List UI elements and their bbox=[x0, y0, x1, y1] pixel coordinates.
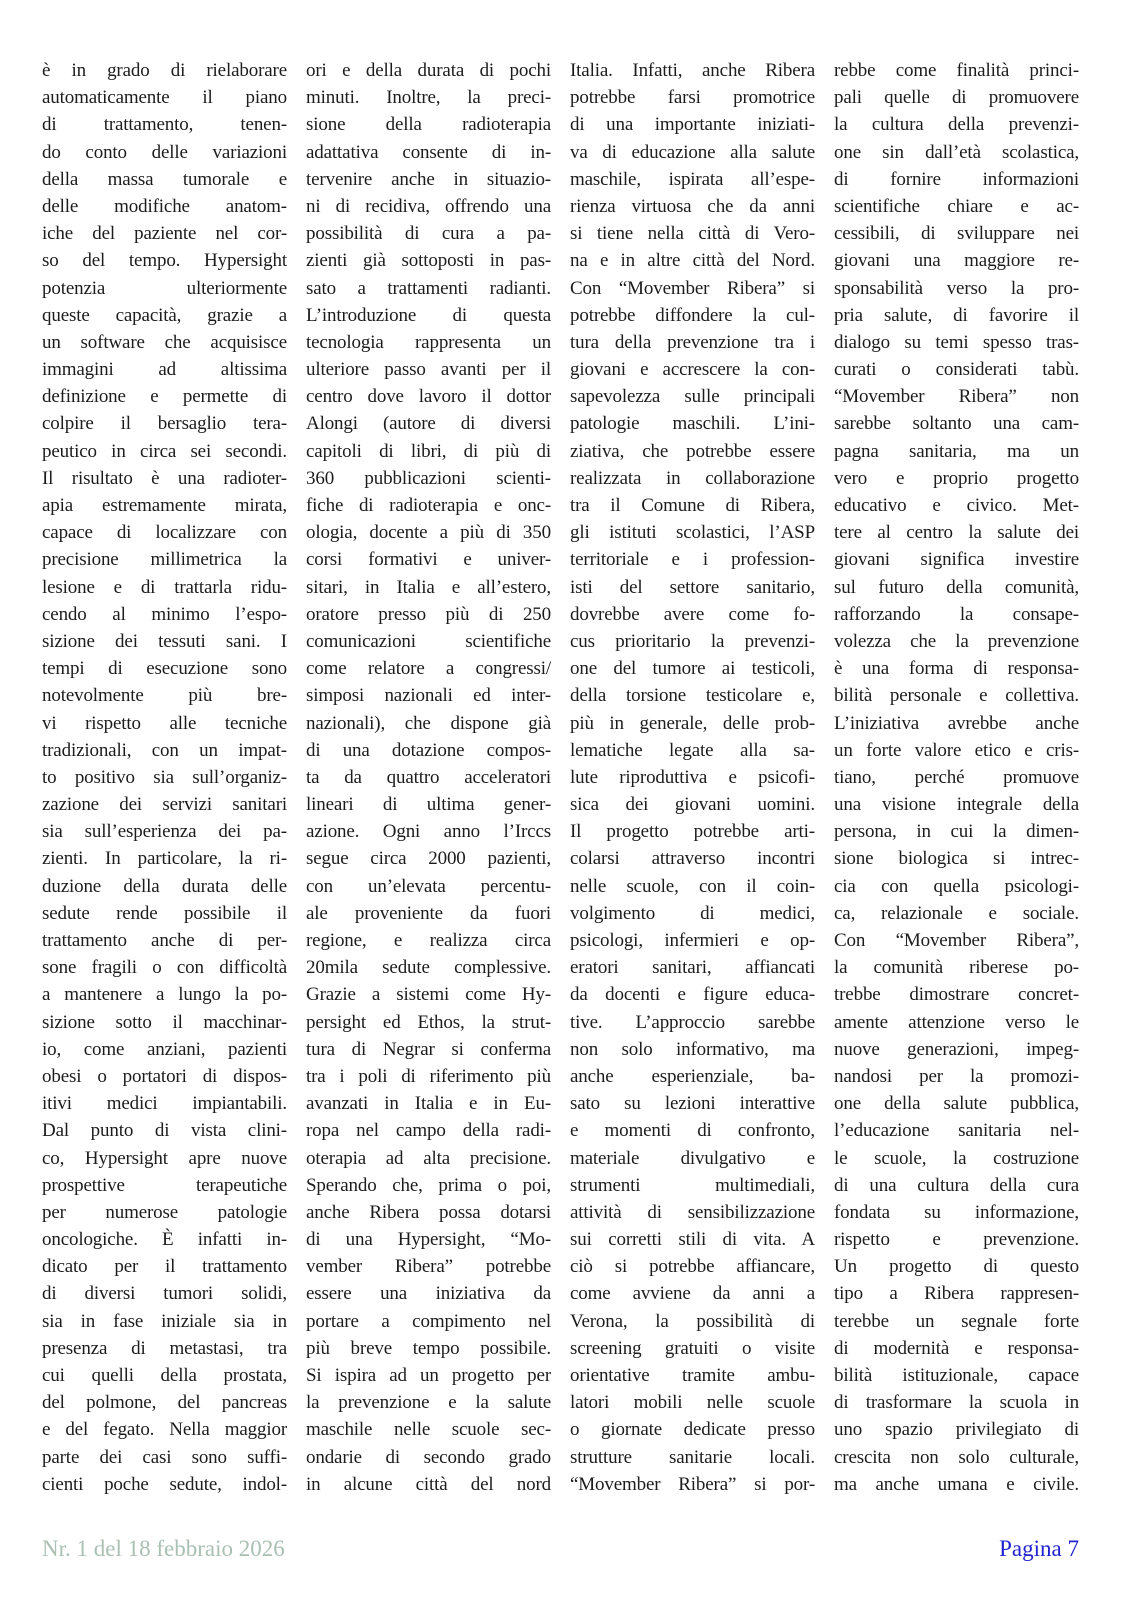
text-line: Si ispira ad un progetto per bbox=[306, 1365, 551, 1386]
text-line: sione della radioterapia bbox=[306, 114, 551, 136]
text-column-1 bbox=[42, 57, 287, 1498]
text-line: trebbe dimostrare concret- bbox=[834, 984, 1079, 1006]
text-line: oncologiche. È infatti in- bbox=[42, 1229, 287, 1251]
text-line: Verona, la possibilità di bbox=[570, 1310, 815, 1332]
text-line: gli istituti scolastici, l’ASP bbox=[570, 522, 815, 544]
text-line: del polmone, del pancreas bbox=[42, 1392, 287, 1414]
text-line: giovani e accrescere la con- bbox=[570, 359, 815, 381]
text-line: terebbe un segnale forte bbox=[834, 1310, 1079, 1332]
text-line: patologie maschili. L’ini- bbox=[570, 413, 815, 435]
text-line: isti del settore sanitario, bbox=[570, 576, 815, 598]
text-line: potrebbe farsi promotrice bbox=[570, 87, 815, 109]
text-line: e momenti di confronto, bbox=[570, 1120, 815, 1142]
text-line: colpire il bersaglio tera- bbox=[42, 413, 287, 435]
text-line: tecnologia rappresenta un bbox=[306, 331, 551, 353]
text-line: notevolmente più bre- bbox=[42, 685, 287, 707]
text-line: ondarie di secondo grado bbox=[306, 1446, 551, 1468]
text-line: di modernità e responsa- bbox=[834, 1337, 1079, 1359]
text-line: Il progetto potrebbe arti- bbox=[570, 821, 815, 843]
text-line: ale proveniente da fuori bbox=[306, 902, 551, 924]
text-line: adattativa consente di in- bbox=[306, 141, 551, 163]
text-line: tempi di esecuzione sono bbox=[42, 658, 287, 680]
text-line: iche del paziente nel cor- bbox=[42, 223, 287, 245]
text-line: Italia. Infatti, anche Ribera bbox=[570, 60, 815, 81]
text-line: l’educazione sanitaria nel- bbox=[834, 1120, 1079, 1142]
text-line: anche Ribera possa dotarsi bbox=[306, 1201, 551, 1223]
text-line: della torsione testicolare e, bbox=[570, 685, 815, 707]
text-line: più breve tempo possibile. bbox=[306, 1337, 551, 1359]
text-line: duzione della durata delle bbox=[42, 875, 287, 897]
text-line: presenza di metastasi, tra bbox=[42, 1337, 287, 1359]
text-line: le scuole, la costruzione bbox=[834, 1147, 1079, 1169]
text-line: sui corretti stili di vita. A bbox=[570, 1229, 815, 1251]
text-line: sione biologica si intrec- bbox=[834, 848, 1079, 870]
text-line: potrebbe diffondere la cul- bbox=[570, 304, 815, 326]
text-line: pagna sanitaria, ma un bbox=[834, 440, 1079, 462]
text-line: to positivo sia sull’organiz- bbox=[42, 766, 287, 788]
text-line: definizione e permette di bbox=[42, 386, 287, 408]
text-line: rispetto e prevenzione. bbox=[834, 1229, 1079, 1251]
text-line: 360 pubblicazioni scienti- bbox=[306, 467, 551, 489]
text-line: strumenti multimediali, bbox=[570, 1174, 815, 1196]
text-line: regione, e realizza circa bbox=[306, 930, 551, 951]
text-line: vember Ribera” potrebbe bbox=[306, 1256, 551, 1278]
text-line: cui quelli della prostata, bbox=[42, 1365, 287, 1386]
text-line: Sperando che, prima o poi, bbox=[306, 1174, 551, 1196]
text-line: Dal punto di vista clini- bbox=[42, 1120, 287, 1142]
text-line: lineari di ultima gener- bbox=[306, 794, 551, 816]
text-line: zienti. In particolare, la ri- bbox=[42, 848, 287, 870]
text-line: volezza che la prevenzione bbox=[834, 630, 1079, 652]
text-line: sone fragili o con difficoltà bbox=[42, 957, 287, 979]
text-line: della massa tumorale e bbox=[42, 168, 287, 190]
text-line: la prevenzione e la salute bbox=[306, 1392, 551, 1414]
text-line: una visione integrale della bbox=[834, 794, 1079, 816]
text-line: minuti. Inoltre, la preci- bbox=[306, 87, 551, 109]
text-line: di trasformare la scuola in bbox=[834, 1392, 1079, 1414]
text-line: L’iniziativa avrebbe anche bbox=[834, 712, 1079, 734]
text-line: nuove generazioni, impeg- bbox=[834, 1038, 1079, 1060]
text-line: maschile, ispirata all’espe- bbox=[570, 168, 815, 190]
text-line: materiale divulgativo e bbox=[570, 1147, 815, 1169]
text-line: sato a trattamenti radianti. bbox=[306, 277, 551, 299]
text-line: uno spazio privilegiato di bbox=[834, 1419, 1079, 1441]
text-line: scientifiche chiare e ac- bbox=[834, 195, 1079, 217]
text-line: azione. Ogni anno l’Irccs bbox=[306, 821, 551, 843]
text-line: di una dotazione compos- bbox=[306, 739, 551, 761]
page-footer bbox=[42, 1536, 1079, 1562]
text-line: maschile nelle scuole sec- bbox=[306, 1419, 551, 1441]
text-line: è una forma di responsa- bbox=[834, 658, 1079, 680]
text-line: centro dove lavoro il dottor bbox=[306, 386, 551, 408]
text-line: “Movember Ribera” si por- bbox=[570, 1473, 815, 1495]
text-line: ta da quattro acceleratori bbox=[306, 766, 551, 788]
text-line: ni di recidiva, offrendo una bbox=[306, 195, 551, 217]
text-line: colarsi attraverso incontri bbox=[570, 848, 815, 870]
text-line: sitari, in Italia e all’estero, bbox=[306, 576, 551, 598]
text-line: tiano, perché promuove bbox=[834, 766, 1079, 788]
text-line: ropa nel campo della radi- bbox=[306, 1120, 551, 1142]
article-body bbox=[42, 57, 1079, 1498]
text-line: sizione dei tessuti sani. I bbox=[42, 630, 287, 652]
text-line: 20mila sedute complessive. bbox=[306, 957, 551, 979]
text-line: eratori sanitari, affiancati bbox=[570, 957, 815, 979]
text-line: capace di localizzare con bbox=[42, 522, 287, 544]
text-line: sponsabilità verso la pro- bbox=[834, 277, 1079, 299]
text-line: sarebbe soltanto una cam- bbox=[834, 413, 1079, 435]
text-column-4 bbox=[834, 57, 1079, 1498]
text-line: come avviene da anni a bbox=[570, 1283, 815, 1305]
text-line: non solo informativo, ma bbox=[570, 1038, 815, 1060]
text-line: psicologi, infermieri e op- bbox=[570, 930, 815, 951]
text-line: di fornire informazioni bbox=[834, 168, 1079, 190]
text-column-3 bbox=[570, 57, 815, 1498]
text-line: tradizionali, con un impat- bbox=[42, 739, 287, 761]
text-line: rafforzando la consape- bbox=[834, 603, 1079, 625]
text-line: bilità personale e collettiva. bbox=[834, 685, 1079, 707]
text-line: più in generale, delle prob- bbox=[570, 712, 815, 734]
text-line: di una importante iniziati- bbox=[570, 114, 815, 136]
text-line: ciò si potrebbe affiancare, bbox=[570, 1256, 815, 1278]
text-line: “Movember Ribera” non bbox=[834, 386, 1079, 408]
text-line: zienti già sottoposti in pas- bbox=[306, 250, 551, 272]
text-line: simposi nazionali ed inter- bbox=[306, 685, 551, 707]
text-line: essere una iniziativa da bbox=[306, 1283, 551, 1305]
text-line: avanzati in Italia e in Eu- bbox=[306, 1093, 551, 1115]
text-line: lematiche legate alla sa- bbox=[570, 739, 815, 761]
text-column-2 bbox=[306, 57, 551, 1498]
text-line: parte dei casi sono suffi- bbox=[42, 1446, 287, 1468]
text-line: delle modifiche anatom- bbox=[42, 195, 287, 217]
text-line: fiche di radioterapia e onc- bbox=[306, 495, 551, 516]
text-line: cia con quella psicologi- bbox=[834, 875, 1079, 897]
text-line: anche esperienziale, ba- bbox=[570, 1065, 815, 1087]
text-line: portare a compimento nel bbox=[306, 1310, 551, 1332]
text-line: precisione millimetrica la bbox=[42, 549, 287, 571]
text-line: un software che acquisisce bbox=[42, 331, 287, 353]
text-line: possibilità di cura a pa- bbox=[306, 223, 551, 245]
text-line: nazionali), che dispone già bbox=[306, 712, 551, 734]
text-line: per numerose patologie bbox=[42, 1201, 287, 1223]
text-line: vero e proprio progetto bbox=[834, 467, 1079, 489]
text-line: crescita non solo culturale, bbox=[834, 1446, 1079, 1468]
text-line: lute riproduttiva e psicofi- bbox=[570, 766, 815, 788]
text-line: fondata su informazione, bbox=[834, 1201, 1079, 1223]
text-line: amente attenzione verso le bbox=[834, 1011, 1079, 1033]
text-line: so del tempo. Hypersight bbox=[42, 250, 287, 272]
text-line: si tiene nella città di Vero- bbox=[570, 223, 815, 245]
text-line: prospettive terapeutiche bbox=[42, 1174, 287, 1196]
text-line: one della salute pubblica, bbox=[834, 1093, 1079, 1115]
text-line: apia estremamente mirata, bbox=[42, 495, 287, 516]
text-line: la cultura della prevenzi- bbox=[834, 114, 1079, 136]
text-line: o giornate dedicate presso bbox=[570, 1419, 815, 1441]
text-line: tipo a Ribera rappresen- bbox=[834, 1283, 1079, 1305]
text-line: cessibili, di sviluppare nei bbox=[834, 223, 1079, 245]
text-line: educativo e civico. Met- bbox=[834, 495, 1079, 516]
text-line: ma anche umana e civile. bbox=[834, 1473, 1079, 1495]
text-line: rienza virtuosa che da anni bbox=[570, 195, 815, 217]
text-line: cendo al minimo l’espo- bbox=[42, 603, 287, 625]
text-line: ca, relazionale e sociale. bbox=[834, 902, 1079, 924]
text-line: Con “Movember Ribera” si bbox=[570, 277, 815, 299]
text-line: giovani significa investire bbox=[834, 549, 1079, 571]
text-line: oterapia ad alta precisione. bbox=[306, 1147, 551, 1169]
text-line: sia sull’esperienza dei pa- bbox=[42, 821, 287, 843]
text-line: dialogo su temi spesso tras- bbox=[834, 331, 1079, 353]
text-line: come relatore a congressi/ bbox=[306, 658, 551, 680]
text-line: tervenire anche in situazio- bbox=[306, 168, 551, 190]
text-line: tere al centro la salute dei bbox=[834, 522, 1079, 544]
text-line: da docenti e figure educa- bbox=[570, 984, 815, 1006]
text-line: Con “Movember Ribera”, bbox=[834, 930, 1079, 951]
text-line: Il risultato è una radioter- bbox=[42, 467, 287, 489]
text-line: sedute rende possibile il bbox=[42, 902, 287, 924]
text-line: comunicazioni scientifiche bbox=[306, 630, 551, 652]
text-line: sapevolezza sulle principali bbox=[570, 386, 815, 408]
text-line: bilità istituzionale, capace bbox=[834, 1365, 1079, 1386]
text-line: Un progetto di questo bbox=[834, 1256, 1079, 1278]
text-line: tive. L’approccio sarebbe bbox=[570, 1011, 815, 1033]
text-line: itivi medici impiantabili. bbox=[42, 1093, 287, 1115]
text-line: nelle scuole, con il coin- bbox=[570, 875, 815, 897]
text-line: in alcune città del nord bbox=[306, 1473, 551, 1495]
text-line: nandosi per la promozi- bbox=[834, 1065, 1079, 1087]
text-line: queste capacità, grazie a bbox=[42, 304, 287, 326]
text-line: co, Hypersight apre nuove bbox=[42, 1147, 287, 1169]
text-line: ori e della durata di pochi bbox=[306, 60, 551, 81]
text-line: cienti poche sedute, indol- bbox=[42, 1473, 287, 1495]
text-line: capitoli di libri, di più di bbox=[306, 440, 551, 462]
text-line: io, come anziani, pazienti bbox=[42, 1038, 287, 1060]
text-line: persona, in cui la dimen- bbox=[834, 821, 1079, 843]
text-line: territoriale e i profession- bbox=[570, 549, 815, 571]
text-line: di trattamento, tenen- bbox=[42, 114, 287, 136]
text-line: un forte valore etico e cris- bbox=[834, 739, 1079, 761]
text-line: obesi o portatori di dispos- bbox=[42, 1065, 287, 1087]
text-line: a mantenere a lungo la po- bbox=[42, 984, 287, 1006]
text-line: volgimento di medici, bbox=[570, 902, 815, 924]
text-line: ziativa, che potrebbe essere bbox=[570, 440, 815, 462]
text-line: pria salute, di favorire il bbox=[834, 304, 1079, 326]
text-line: ologia, docente a più di 350 bbox=[306, 522, 551, 544]
text-line: peutico in circa sei secondi. bbox=[42, 440, 287, 462]
text-line: di diversi tumori solidi, bbox=[42, 1283, 287, 1305]
text-line: dicato per il trattamento bbox=[42, 1256, 287, 1278]
text-line: potenzia ulteriormente bbox=[42, 277, 287, 299]
text-line: lesione e di trattarla ridu- bbox=[42, 576, 287, 598]
text-line: persight ed Ethos, la strut- bbox=[306, 1011, 551, 1033]
text-line: tura della prevenzione tra i bbox=[570, 331, 815, 353]
text-line: tra i poli di riferimento più bbox=[306, 1065, 551, 1087]
text-line: la comunità riberese po- bbox=[834, 957, 1079, 979]
text-line: zazione dei servizi sanitari bbox=[42, 794, 287, 816]
text-line: automaticamente il piano bbox=[42, 87, 287, 109]
text-line: realizzata in collaborazione bbox=[570, 467, 815, 489]
text-line: immagini ad altissima bbox=[42, 359, 287, 381]
text-line: vi rispetto alle tecniche bbox=[42, 712, 287, 734]
text-line: di una Hypersight, “Mo- bbox=[306, 1229, 551, 1251]
text-line: dovrebbe avere come fo- bbox=[570, 603, 815, 625]
text-line: sica dei giovani uomini. bbox=[570, 794, 815, 816]
text-line: e del fegato. Nella maggior bbox=[42, 1419, 287, 1441]
text-line: na e in altre città del Nord. bbox=[570, 250, 815, 272]
text-line: oratore presso più di 250 bbox=[306, 603, 551, 625]
text-line: cus prioritario la prevenzi- bbox=[570, 630, 815, 652]
text-line: di una cultura della cura bbox=[834, 1174, 1079, 1196]
text-line: è in grado di rielaborare bbox=[42, 60, 287, 81]
text-line: strutture sanitarie locali. bbox=[570, 1446, 815, 1468]
text-line: tra il Comune di Ribera, bbox=[570, 495, 815, 516]
text-line: tura di Negrar si conferma bbox=[306, 1038, 551, 1060]
text-line: rebbe come finalità princi- bbox=[834, 60, 1079, 81]
text-line: con un’elevata percentu- bbox=[306, 875, 551, 897]
text-line: sato su lezioni interattive bbox=[570, 1093, 815, 1115]
text-line: one sin dall’età scolastica, bbox=[834, 141, 1079, 163]
text-line: segue circa 2000 pazienti, bbox=[306, 848, 551, 870]
text-line: attività di sensibilizzazione bbox=[570, 1201, 815, 1223]
text-line: corsi formativi e univer- bbox=[306, 549, 551, 571]
text-line: pali quelle di promuovere bbox=[834, 87, 1079, 109]
text-line: Grazie a sistemi come Hy- bbox=[306, 984, 551, 1006]
text-line: trattamento anche di per- bbox=[42, 930, 287, 951]
page-number-label: Pagina 7 bbox=[999, 1536, 1079, 1561]
text-line: sizione sotto il macchinar- bbox=[42, 1011, 287, 1033]
text-line: sia in fase iniziale sia in bbox=[42, 1310, 287, 1332]
text-line: curati o considerati tabù. bbox=[834, 359, 1079, 381]
text-line: Alongi (autore di diversi bbox=[306, 413, 551, 435]
text-line: sul futuro della comunità, bbox=[834, 576, 1079, 598]
text-line: orientative tramite ambu- bbox=[570, 1365, 815, 1386]
text-line: one del tumore ai testicoli, bbox=[570, 658, 815, 680]
text-line: ulteriore passo avanti per il bbox=[306, 359, 551, 381]
text-line: va di educazione alla salute bbox=[570, 141, 815, 163]
text-line: do conto delle variazioni bbox=[42, 141, 287, 163]
text-line: latori mobili nelle scuole bbox=[570, 1392, 815, 1414]
text-line: giovani una maggiore re- bbox=[834, 250, 1079, 272]
text-line: L’introduzione di questa bbox=[306, 304, 551, 326]
text-line: screening gratuiti o visite bbox=[570, 1337, 815, 1359]
issue-date-label: Nr. 1 del 18 febbraio 2026 bbox=[42, 1536, 285, 1561]
